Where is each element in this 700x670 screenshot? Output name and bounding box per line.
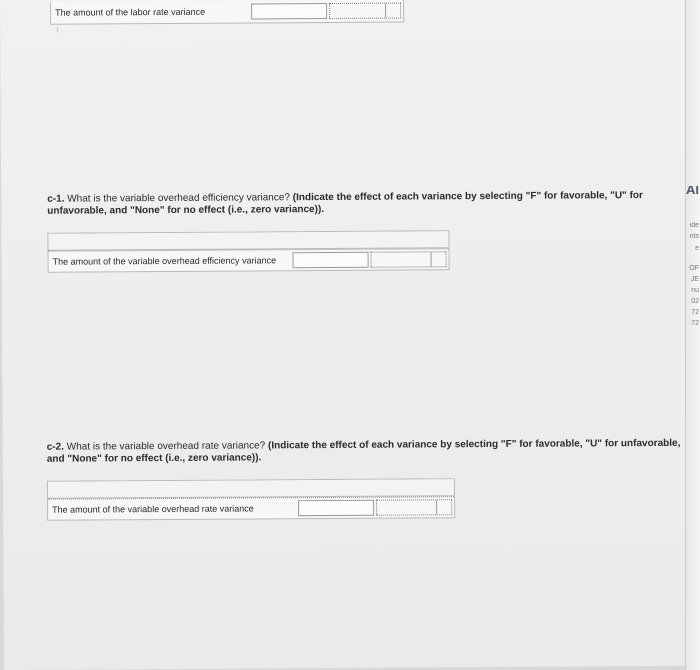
question-c2-number: c-2. bbox=[46, 441, 65, 453]
labor-rate-variance-effect-select[interactable] bbox=[329, 3, 401, 19]
labor-rate-variance-amount-input[interactable] bbox=[251, 3, 327, 19]
question-c2 bbox=[47, 438, 687, 466]
labor-rate-variance-row bbox=[51, 0, 403, 24]
chevron-down-icon bbox=[385, 4, 400, 18]
question-c2-text: What is the variable overhead rate variance? bbox=[66, 440, 266, 453]
overhead-rate-variance-row bbox=[48, 496, 454, 519]
overhead-rate-variance-table bbox=[47, 478, 455, 520]
edge-text-8: 02 bbox=[691, 298, 699, 305]
text-cursor-icon: I bbox=[56, 25, 59, 35]
overhead-rate-variance-amount-input[interactable] bbox=[298, 500, 374, 516]
question-c1-instruction: (Indicate the effect of each variance by selecting "F" for favorable, "U" for unfavorable, and "None" for no effect (i.e., zero variance)). bbox=[47, 190, 643, 217]
overhead-efficiency-variance-row bbox=[49, 248, 449, 271]
chevron-down-icon bbox=[431, 252, 446, 266]
edge-text-10: 72 bbox=[691, 320, 699, 327]
overhead-rate-variance-effect-select[interactable] bbox=[376, 499, 452, 515]
chevron-down-icon bbox=[436, 500, 451, 514]
overhead-rate-variance-label: The amount of the variable overhead rate variance bbox=[52, 503, 254, 515]
edge-text-4: e bbox=[695, 245, 699, 252]
edge-text-7: nu bbox=[691, 287, 699, 294]
edge-text-9: 72 bbox=[691, 309, 699, 316]
question-c1-number: c-1. bbox=[47, 193, 65, 205]
question-c1-text: What is the variable overhead efficiency variance? bbox=[67, 192, 290, 205]
overhead-efficiency-variance-amount-input[interactable] bbox=[293, 252, 369, 268]
labor-rate-variance-table bbox=[50, 0, 404, 25]
edge-text-1: Al bbox=[686, 186, 699, 194]
question-c1 bbox=[47, 190, 687, 218]
edge-text-2: ide bbox=[689, 222, 699, 229]
question-c2-instruction: (Indicate the effect of each variance by selecting "F" for favorable, "U" for unfavorable, and "None" for no effect (i.e., zero variance)). bbox=[46, 437, 681, 465]
overhead-efficiency-variance-label: The amount of the variable overhead efficiency variance bbox=[52, 255, 277, 267]
edge-text-6: JE bbox=[690, 276, 699, 283]
overhead-efficiency-variance-table bbox=[47, 230, 449, 272]
edge-text-5: OF bbox=[689, 265, 699, 272]
labor-rate-variance-label: The amount of the labor rate variance bbox=[55, 6, 206, 18]
edge-text-3: nts bbox=[689, 233, 699, 240]
overhead-efficiency-variance-effect-select[interactable] bbox=[371, 251, 447, 267]
adjacent-page-edge bbox=[685, 0, 700, 670]
